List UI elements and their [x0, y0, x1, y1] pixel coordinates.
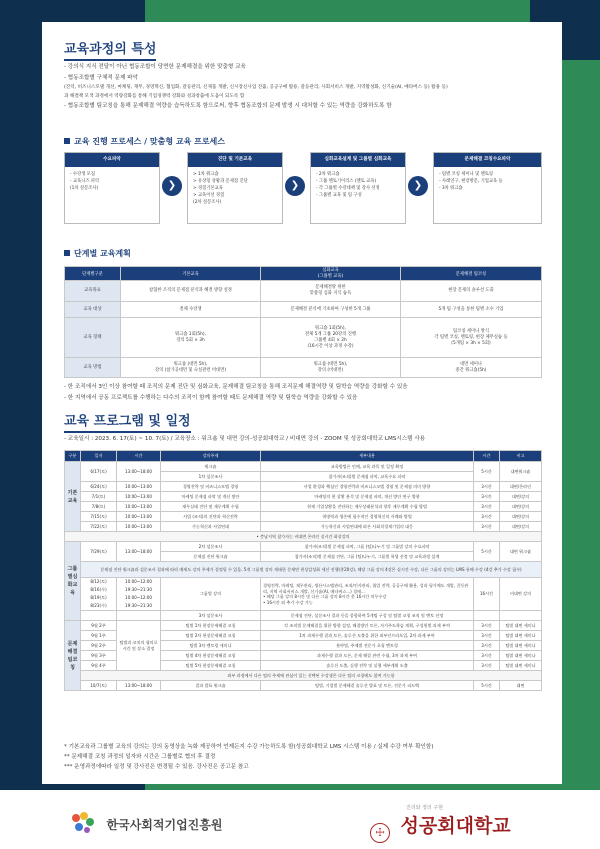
program-cell: 팀별 5차 현장문제해결 코칭 [161, 661, 261, 671]
footnote-3: *** 운영과정에따라 일정 및 강사진은 변경될 수 있음. 강사진은 공고문 참고 [64, 764, 249, 770]
group-label: 문제해결팀코칭 [65, 621, 81, 691]
program-row [65, 502, 542, 512]
plan-cell: 교육 형태 [65, 318, 121, 358]
program-row [65, 462, 542, 472]
adv-date: 8/12(토) [90, 579, 107, 584]
plan-row [65, 281, 542, 302]
program-cell: 10:00~13:00 [117, 522, 161, 532]
program-header: 시간 [117, 451, 161, 462]
org2-name: 성공회대학교 [400, 815, 511, 837]
plan-title: 단계별 교육계획 [64, 248, 131, 259]
arrow-right-icon: ❯ [408, 176, 428, 196]
adv-time: 10:00~12:00 [124, 579, 153, 584]
plan-header-row [65, 267, 542, 281]
program-cell: 3시간 [474, 661, 500, 671]
program-cell: 9월 1주 [81, 631, 117, 641]
program-cell: 팀별 1차 현장문제해결 코칭 [161, 621, 261, 631]
program-cell: 팀별 4차 현장문제해결 코칭 [161, 651, 261, 661]
plan-cell: 팀코칭 세미나 방식 각 팀별 코칭, 멘토링, 현장 체무실습 등 (5개팀 × 3h × 5회) [401, 318, 542, 358]
plan-header: 단계별구분 [65, 267, 121, 281]
section-title-program: 교육 프로그램 및 일정 [64, 410, 191, 433]
plan-header: 문제해결 팀코칭 [401, 267, 542, 281]
char-bullet-3: (진덕, 비즈니스모델 개선, 마케팅, 재무, 경영혁신, 협업화, 갈등관리, 신제품 개발, 신시장신사업 진출, 공공구매 활용, 갈등관리, 사회서비스 개발, 지역활성화, 신기술(AI, 메타버스 등) 활용 등) [64, 85, 448, 90]
program-cell: 문제점 진단 워크숍과 설문조사 결과에 따라 매제도 강의 주제가 결정될 수 있음. 5개 그룹별 강의 세태한 문제만 현상감성화 세션 진행(총20강), 해당 그룹 강의 4강은 실시간 수강, 다른 그룹의 강의는 LMS 통해 수강 (4강 추가 수강 필수) [81, 562, 542, 578]
program-cell: 대면/강의 [500, 502, 542, 512]
program-cell: 10:00~13:00 [117, 512, 161, 522]
program-cell: 9월 4주 [81, 661, 117, 671]
program-cell [81, 578, 117, 611]
program-cell: 1차 과제수행 결과 토론, 솔루션 도출을 위한 외부인프라도입, 2차 과제 부여 [261, 631, 474, 641]
plan-cell: 워크숍 (대면 5h), 강의 (참가공대면 및 숙실관련 비대면) [121, 358, 261, 378]
plan-cell: 문제해결방 위한 맞춤형 심화 지식 습득 [261, 281, 401, 302]
char-bullet-2: - 협동조합별 구체적 문제 파악 [64, 74, 138, 81]
process-step-1 [64, 152, 160, 224]
program-cell: 9월 2주 [81, 621, 117, 631]
program-cell: 5시간 [474, 542, 500, 562]
footer-org1 [70, 811, 222, 835]
plan-cell: 워크숍 1회(5h), 전체 5개 그룹 20강의 진행 그룹별 4회 × 2h (16시간 이상 과정 수강) [261, 318, 401, 358]
plan-row [65, 302, 542, 318]
program-cell: 대면 [500, 681, 542, 691]
plan-header: 심화교육 (그룹별 교육) [261, 267, 401, 281]
plan-cell: 워크숍 1회(5h), 강의 5회 × 3h [121, 318, 261, 358]
program-cell: 팀별 대면 세미나 [500, 621, 542, 631]
plan-notes [64, 382, 544, 403]
program-cell: 10:00~13:00 [117, 482, 161, 492]
program-cell: 가능혁신과 사업연대 [161, 522, 261, 532]
adv-time: 19:30~21:30 [124, 587, 153, 592]
program-row [65, 578, 542, 611]
program-cell [117, 611, 161, 621]
program-cell: 재무실태 진단 및 재무계획 수립 [161, 502, 261, 512]
program-cell: 워크숍 [161, 462, 261, 472]
program-cell: 3시간 [474, 631, 500, 641]
program-cell: 교육방법론 언에, 교육 과목 및 일정 확정 [261, 462, 474, 472]
footnote-1: * 기본교육과 그룹별 교육의 강의는 강의 동영상을 녹화 제공하여 언제든지 수강 가능하도록 함(성공회대학교 LMS 시스템 이용 / 실제 수강 여부 확인함) [64, 744, 434, 750]
plan-cell: 참협한 조직의 문제점 분석과 해결 방향 설정 [121, 281, 261, 302]
arrow-right-icon: ❯ [285, 176, 305, 196]
program-cell: 9월 3주 [81, 651, 117, 661]
program-row [65, 621, 542, 631]
program-cell: 팀별과 코치의 협의로 시간 및 장소 결정 [117, 621, 161, 671]
program-header: 구분 [65, 451, 81, 462]
program-cell: 경영전략, 마케팅, 재무관리, 생산시스템관리, 조직/인사관리, 협업 전략, 공공구매 활용, 성과 평가체도 개발, 갈등관리, 지역 사회서비스 개발, 신기술(AI, 메타버스...) 경매... • 해당 그룹 강의 8시간 및 다른 그룹 강의 8시간 총 16시간 의무수강 • 16시간 외 추가 수강 가능 [261, 578, 474, 611]
adv-date: 8/16(수) [90, 587, 107, 592]
program-header: 일자 [81, 451, 117, 462]
program-cell: 비대면 강의 [500, 578, 542, 611]
program-cell: 7/8(토) [81, 502, 117, 512]
program-cell: 10:00~13:00 [117, 502, 161, 512]
adv-date: 8/23(수) [90, 603, 107, 608]
plan-table [64, 266, 542, 378]
footnotes [64, 742, 434, 772]
plan-cell: 교육목표 [65, 281, 121, 302]
program-cell [81, 611, 117, 621]
program-cell: 혁명력과 생존에 필수적인 경영혁신의 사례와 방법 [261, 512, 474, 522]
process-step-3-body: - 2차 워크숍 - 그룹 멘토기이리스 (멘토 교육) - 각 그룹별 수강대책 및 강사 선정 - 그룹별 교육 및 팀 구성 [316, 172, 380, 198]
process-step-3-head: 심화교육설계 및 그룹별 심화교육 [311, 153, 405, 167]
program-cell [474, 611, 500, 621]
program-cell: 팀별 대면 세미나 [500, 651, 542, 661]
program-row [65, 512, 542, 522]
plan-cell: 5개 팀 구성을 통한 팀별 소수 기업 [401, 302, 542, 318]
program-cell: 3시간 [474, 512, 500, 522]
program-cell: 3시간 [474, 492, 500, 502]
plan-cell: 교육 방법 [65, 358, 121, 378]
program-cell: 1차 설문조사 [161, 472, 261, 482]
plan-cell: 대면 세미나 중간 워크숍(5h) [401, 358, 542, 378]
program-cell: 참가자(조직)별 문제점 파악, 그룹 (팀)나누기 및 그룹별 강의 수요파악 [261, 542, 474, 552]
program-cell: 마케팅 문제점 파악 및 개선 방안 [161, 492, 261, 502]
program-cell: 3시간 [474, 651, 500, 661]
program-cell: 대면/강의 [500, 512, 542, 522]
program-cell: 2차 설문조사 [161, 542, 261, 552]
process-step-1-body: - 수강생 모집 - 교육니즈 파악 (1차 설문조사) [70, 172, 100, 191]
plan-note-2: - 한 지역에서 공동 프로젝트를 수행하는 다수의 조직이 함께 참여할 때도 문제해결 역량 및 팀학습 역량을 강화할 수 있음 [64, 394, 358, 401]
plan-header: 기본교육 [121, 267, 261, 281]
process-step-2-body: > 1차 워크숍 > 유상형 상황과 문제점 진단 > 경험기본교육 > 교육이션 경험 (2차 설문조사) [193, 172, 248, 205]
program-midnote: • 층남지역 참가자는 비대면 온라인 실시간 화상강의 [65, 532, 542, 542]
program-cell: 참가자(조직)별 문제점 파악, 교육수요 파악 [261, 472, 474, 482]
program-cell: 결과 발표 워크숍 [161, 681, 261, 691]
program-cell: 문제점 진단, 설문조사 결과 등을 종합하여 5개팀 구성 및 팀별 코칭 조직 및 멘토 선정 [261, 611, 474, 621]
program-cell: 3시간 [474, 641, 500, 651]
program-cell: 13:00~18:00 [117, 681, 161, 691]
plan-row [65, 318, 542, 358]
program-cell: 3시간 [474, 482, 500, 492]
program-row [65, 482, 542, 492]
program-cell: 13:00~18:00 [117, 462, 161, 482]
program-cell: 7/15(토) [81, 512, 117, 522]
program-cell [500, 611, 542, 621]
program-cell: 3시간 [474, 522, 500, 532]
program-summary: - 교육일시 : 2023. 6. 17(토) ~ 10. 7(토) / 교육장소 : 워크숍 및 대면 강의-성공회대학교 / 비대면 강의 - ZOOM 및 성공회대학교 LMS시스템 사용 [64, 436, 426, 442]
program-note-row [65, 671, 542, 681]
program-row [65, 562, 542, 578]
adv-date: 8/19(토) [90, 595, 107, 600]
program-cell: 팀별, 기업별 문제해결 솔루션 발표 및 토론, 전문가 피드백 [261, 681, 474, 691]
program-cell: 대면/강의 [500, 492, 542, 502]
process-step-4-head: 문제해결 코칭수요파악 [434, 153, 541, 167]
program-cell: 대면/강의 [500, 522, 542, 532]
program-cell: 대면 워크숍 [500, 542, 542, 562]
program-header: 비고 [500, 451, 542, 462]
program-row [65, 522, 542, 532]
program-cell: 16시간 [474, 578, 500, 611]
char-bullet-4: 과 해결책 모색 과정에서 역량강화를 통해 기업경쟁력 강화와 성과창출에 도움이 되도록 함 [64, 94, 245, 99]
adv-time: 10:00~12:00 [124, 595, 153, 600]
program-cell: 분야별, 주제별 전문가 초청 멘토링 [261, 641, 474, 651]
plan-cell: 전체 수강생 [121, 302, 261, 318]
program-cell: 5시간 [474, 462, 500, 482]
program-table [64, 450, 542, 691]
program-cell: 3차 설문조사 [161, 611, 261, 621]
process-step-3 [310, 152, 406, 224]
program-cell: 7/22(토) [81, 522, 117, 532]
arrow-right-icon: ❯ [162, 176, 182, 196]
program-cell [117, 578, 161, 611]
skhu-seal-icon: ☩ [370, 823, 390, 843]
program-cell: 사업 (조직)의 진단과 혁신전략 [161, 512, 261, 522]
program-cell: 10:00~13:00 [117, 492, 161, 502]
org2-tagline: 진리와 정의 구현 [406, 805, 443, 811]
program-cell: 문제점 진단 워크숍 [161, 552, 261, 562]
group-label: 기본교육 [65, 462, 81, 532]
kosea-logo-icon [70, 811, 96, 835]
program-cell: 6/17(토) [81, 462, 117, 482]
program-cell: 마케팅의 현 상황 분석 및 문제점 파악, 개선 방안 연구 방향 [261, 492, 474, 502]
process-step-4 [433, 152, 542, 224]
plan-cell: 워크숍 (대면 5h), 강의 (비대면) [261, 358, 401, 378]
program-header: 세부내용 [261, 451, 474, 462]
program-cell: 팀별 대면 세미나 [500, 631, 542, 641]
footer-org2 [370, 804, 511, 843]
group-label: 그룹별심화교육 [65, 542, 81, 621]
program-header-row [65, 451, 542, 462]
program-note-row [65, 532, 542, 542]
program-cell: 그룹별 강의 [161, 578, 261, 611]
content-card [42, 22, 562, 784]
program-cell: 경영전략 및 비즈니스모델 경영 [161, 482, 261, 492]
plan-note-1: - 한 조직에서 3인 이상 참여할 때 조직의 문제 진단 및 심화교육, 문제해결 팀코칭을 통해 조직문제 해결역량 및 팀학습 역량을 강화할 수 있음 [64, 384, 408, 390]
char-bullet-5: - 협동조합별 팀코칭을 통해 문제해결 역량을 습득하도록 함으로써, 향후 협동조합의 문제 발생 시 대처할 수 있는 역량을 강화하도록 함 [64, 103, 392, 109]
program-cell: 7/1(토) [81, 492, 117, 502]
program-cell: 솔루션 도출, 실행 전략 및 실행 세부계획 도출 [261, 661, 474, 671]
program-cell: 7/29(토) [81, 542, 117, 562]
org1-name: 한국사회적기업진흥원 [106, 818, 223, 832]
process-step-4-body: - 팀별 코칭 세미나 및 멘토링 - 사례연구, 현장방문, 기업교육 등 - 3차 워크숍 [439, 172, 503, 191]
program-row [65, 611, 542, 621]
characteristics-text [64, 62, 544, 112]
program-cell: 대면워크숍 [500, 462, 542, 482]
adv-time: 19:30~21:30 [124, 603, 153, 608]
char-bullet-1: - 강의식 지식 전달이 아닌 협동조합이 당면한 문제해결을 위한 맞춤형 교육 [64, 64, 246, 70]
program-cell: 13:00~18:00 [117, 542, 161, 562]
program-cell: 9월 2주 [81, 641, 117, 651]
program-cell: 3시간 [474, 502, 500, 512]
program-cell: 각 조직별 문제해결을 위한 방향 설정, 해결방안 토론, 자가주도학습 계획, 구성원별 과제 부여 [261, 621, 474, 631]
program-coaching-note: 외부 과정에서 다른 팀의 주제에 관심이 있는 선택된 수강생은 다른 팀의 코칭에도 참여 가능함 [81, 671, 542, 681]
process-step-2 [187, 152, 283, 224]
program-cell: 과제수행 결과 도론, 문제 해결 관련 수립, 3차 과제 부여 [261, 651, 474, 661]
program-cell: 10/7(토) [81, 681, 117, 691]
program-cell: 대면/온라인 [500, 482, 542, 492]
plan-cell: 교육 대상 [65, 302, 121, 318]
program-cell: 3시간 [474, 621, 500, 631]
process-title: 교육 진행 프로세스 / 맞춤형 교육 프로세스 [64, 136, 225, 147]
program-row [65, 681, 542, 691]
program-cell: 팀별 대면 세미나 [500, 641, 542, 651]
plan-cell: 현장 문제의 솔루션 도출 [401, 281, 542, 302]
program-cell: 사업 환경과 핵심인 경영전략과 비즈니스모델 경영 및 문제점 의미 방향 [261, 482, 474, 492]
program-cell: 5시간 [474, 681, 500, 691]
program-cell: 가능혁신과 사업연대에 따른 사회적경제기업의 대응 [261, 522, 474, 532]
program-cell: 팀별 2차 현장문제해결 코칭 [161, 631, 261, 641]
process-step-1-head: 수요파악 [65, 153, 159, 167]
process-step-2-head: 진단 및 기본교육 [188, 153, 282, 167]
program-row [65, 492, 542, 502]
program-row [65, 542, 542, 552]
program-cell: 팀별 대면 세미나 [500, 661, 542, 671]
program-cell: 현재 기업상황을 진단하는 재무상태분석과 향후 재무계획 수립 방법 [261, 502, 474, 512]
plan-row [65, 358, 542, 378]
program-cell: 6/24(토) [81, 482, 117, 492]
plan-cell: 문제해결 분석에 기초하여 구성한 5개 그룹 [261, 302, 401, 318]
program-cell: 참가자(조직)별 문제점 진단, 그룹 (팀)나누기, 그룹별 학생 선정 및 교육과정 설계 [261, 552, 474, 562]
program-header: 시간 [474, 451, 500, 462]
program-header: 강의주제 [161, 451, 261, 462]
footnote-2: ** 문제해결 코칭 과정의 일자와 시간은 그룹별로 협의 후 결정 [64, 754, 216, 760]
program-cell: 팀별 3차 멘토링 세미나 [161, 641, 261, 651]
section-title-characteristics: 교육과정의 특성 [64, 38, 156, 61]
